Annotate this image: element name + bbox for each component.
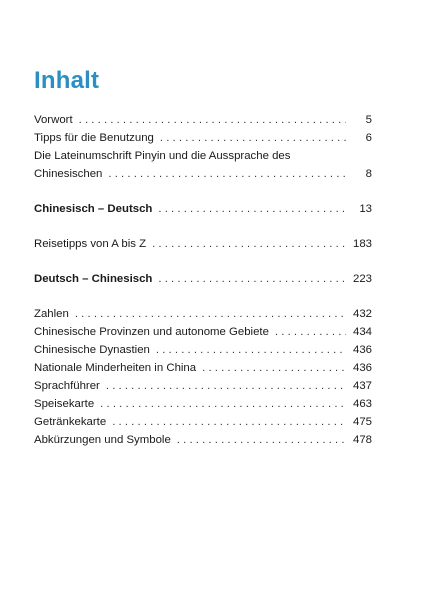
toc-entry-label: Deutsch – Chinesisch [34,273,153,285]
toc-entry-sprachfuehrer[interactable] [34,377,372,395]
toc-entry-page: 436 [352,362,372,374]
toc-entry-label: Chinesische Dynastien [34,344,150,356]
toc-entry-page: 223 [352,273,372,285]
toc-entry-deutsch-chinesisch[interactable] [34,270,372,288]
toc-entry-page: 475 [352,416,372,428]
toc-entry-label: Abkürzungen und Symbole [34,434,171,446]
toc-entry-page: 463 [352,398,372,410]
toc-entry-page: 5 [365,114,372,126]
toc-entry-label: Tipps für die Benutzung [34,132,154,144]
toc-group-german-chinese [34,270,372,288]
toc-leader-dots [202,359,346,377]
toc-entry-label: Sprachführer [34,380,100,392]
toc-entry-pinyin[interactable] [34,147,372,183]
toc-entry-speisekarte[interactable] [34,395,372,413]
toc-entry-page: 436 [352,344,372,356]
toc-leader-dots [158,200,346,218]
toc-leader-dots [152,235,346,253]
toc-entry-dynastien[interactable] [34,341,372,359]
toc-entry-chinesisch-deutsch[interactable] [34,200,372,218]
toc-entry-label: Speisekarte [34,398,95,410]
toc-leader-dots [79,111,346,129]
toc-group-front-matter [34,111,372,183]
toc-entry-getraenkekarte[interactable] [34,413,372,431]
toc-entry-page: 478 [352,434,372,446]
toc-entry-tipps[interactable] [34,129,372,147]
toc-group-appendix [34,305,372,449]
toc-leader-dots [100,395,346,413]
toc-leader-dots [75,305,346,323]
toc-leader-dots [106,377,346,395]
toc-group-travel-tips [34,235,372,253]
toc-entry-label: Chinesisch – Deutsch [34,203,153,215]
toc-leader-dots [158,270,346,288]
toc-leader-dots [108,165,346,183]
toc-entry-zahlen[interactable] [34,305,372,323]
toc-leader-dots [275,323,346,341]
toc-entry-label: Reisetipps von A bis Z [34,238,147,250]
toc-entry-page: 432 [352,308,372,320]
toc-entry-label: Getränkekarte [34,416,107,428]
toc-leader-dots [112,413,346,431]
toc-entry-label: Nationale Minderheiten in China [34,362,197,374]
toc-entry-label: Vorwort [34,114,73,126]
toc-entry-reisetipps[interactable] [34,235,372,253]
toc-entry-page: 437 [352,380,372,392]
toc-entry-page: 6 [365,132,372,144]
toc-entry-page: 13 [359,203,372,215]
toc-entry-page: 183 [352,238,372,250]
toc-entry-label: Chinesischen [34,168,103,180]
toc-leader-dots [156,341,346,359]
toc-entry-minderheiten[interactable] [34,359,372,377]
toc-entry-label: Zahlen [34,308,69,320]
toc-group-chinese-german [34,200,372,218]
toc-leader-dots [177,431,346,449]
toc-entry-page: 8 [365,168,372,180]
toc-leader-dots [160,129,346,147]
table-of-contents [34,111,372,449]
toc-entry-page: 434 [352,326,372,338]
toc-entry-abkuerzungen[interactable] [34,431,372,449]
page-title: Inhalt [34,67,100,94]
toc-entry-label-line1: Die Lateinumschrift Pinyin und die Aussprache des [34,150,291,162]
toc-entry-label: Chinesische Provinzen und autonome Gebiete [34,326,269,338]
toc-entry-provinzen[interactable] [34,323,372,341]
toc-entry-vorwort[interactable] [34,111,372,129]
